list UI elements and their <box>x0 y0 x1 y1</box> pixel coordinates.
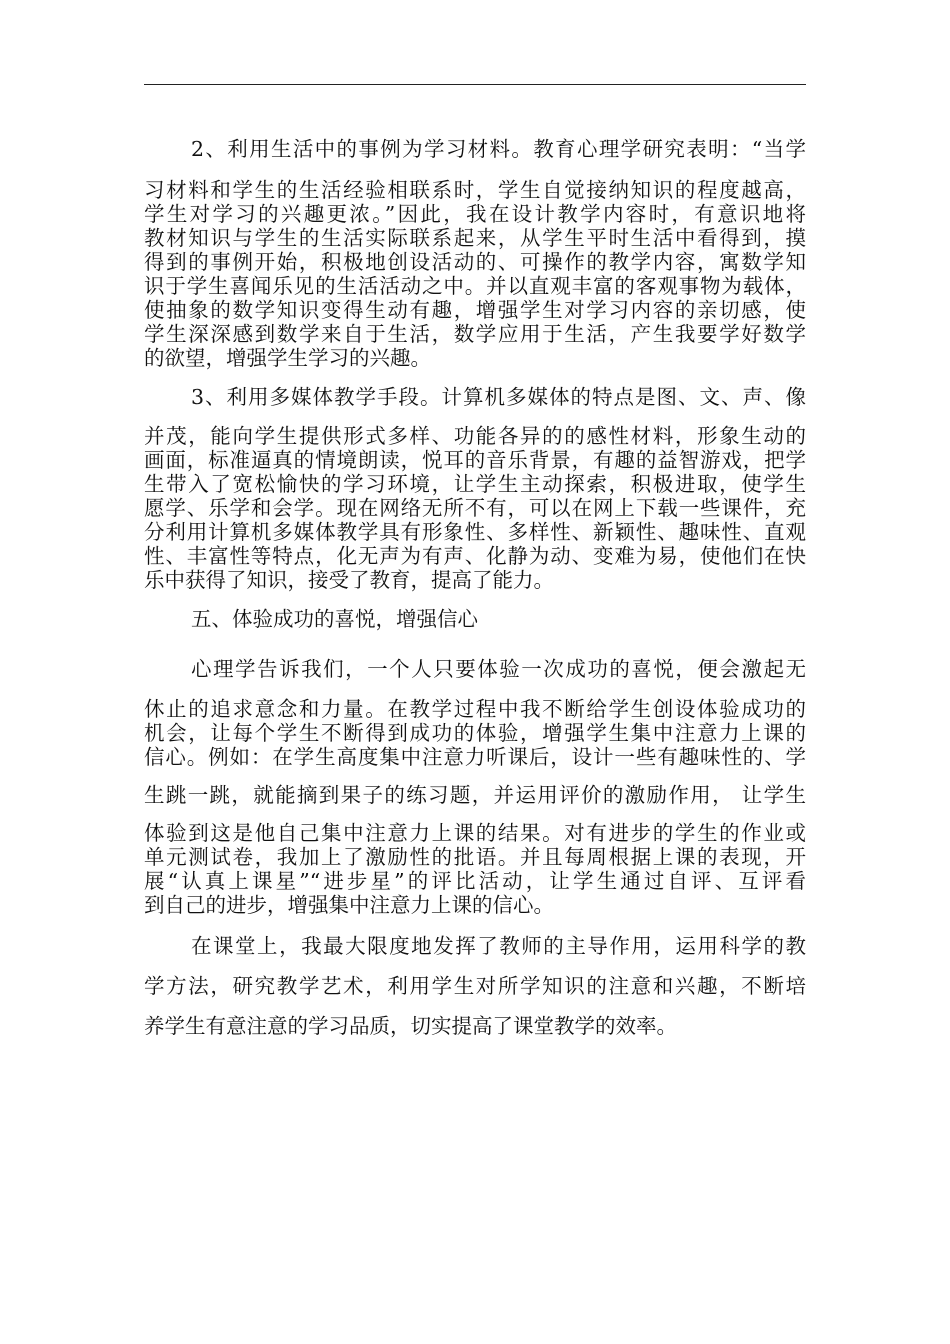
paragraph-line: 养学生有意注意的学习品质，切实提高了课堂教学的效率。 <box>144 1014 677 1038</box>
paragraph-line: 心理学告诉我们，一个人只要体验一次成功的喜悦，便会激起无 <box>191 657 806 681</box>
paragraph-line: 性、丰富性等特点，化无声为有声、化静为动、变难为易，使他们在快 <box>144 544 806 568</box>
section-heading: 五、体验成功的喜悦，增强信心 <box>191 607 478 631</box>
paragraph-line: 3、利用多媒体教学手段。计算机多媒体的特点是图、文、声、像 <box>191 385 806 409</box>
paragraph-line: 画面，标准逼真的情境朗读，悦耳的音乐背景，有趣的益智游戏，把学 <box>144 448 806 472</box>
paragraph-line: 识于学生喜闻乐见的生活活动之中。并以直观丰富的客观事物为载体， <box>144 274 806 298</box>
paragraph-line: 机会，让每个学生不断得到成功的体验，增强学生集中注意力上课的 <box>144 721 806 745</box>
paragraph-line: 的欲望，增强学生学习的兴趣。 <box>144 346 431 370</box>
paragraph-line: 在课堂上，我最大限度地发挥了教师的主导作用，运用科学的教 <box>191 934 806 958</box>
paragraph-line: 学生对学习的兴趣更浓。”因此，我在设计教学内容时，有意识地将 <box>144 202 806 226</box>
paragraph-line: 习材料和学生的生活经验相联系时，学生自觉接纳知识的程度越高， <box>144 178 806 202</box>
paragraph-line: 得到的事例开始，积极地创设活动的、可操作的教学内容，寓数学知 <box>144 250 806 274</box>
paragraph-line: 愿学、乐学和会学。现在网络无所不有，可以在网上下载一些课件，充 <box>144 496 806 520</box>
paragraph-line: 展“认真上课星”“进步星”的评比活动，让学生通过自评、互评看 <box>144 869 806 893</box>
paragraph-line: 学生深深感到数学来自于生活，数学应用于生活，产生我要学好数学 <box>144 322 806 346</box>
paragraph-line: 使抽象的数学知识变得生动有趣，增强学生对学习内容的亲切感，使 <box>144 298 806 322</box>
paragraph-line: 生跳一跳，就能摘到果子的练习题，并运用评价的激励作用， 让学生 <box>144 783 806 807</box>
paragraph-line: 2、利用生活中的事例为学习材料。教育心理学研究表明：“当学 <box>191 137 806 161</box>
paragraph-line: 乐中获得了知识，接受了教育，提高了能力。 <box>144 568 554 592</box>
paragraph-line: 体验到这是他自己集中注意力上课的结果。对有进步的学生的作业或 <box>144 821 806 845</box>
paragraph-line: 休止的追求意念和力量。在教学过程中我不断给学生创设体验成功的 <box>144 697 806 721</box>
paragraph-line: 学方法，研究教学艺术，利用学生对所学知识的注意和兴趣，不断培 <box>144 974 806 998</box>
paragraph-line: 单元测试卷，我加上了激励性的批语。并且每周根据上课的表现，开 <box>144 845 806 869</box>
paragraph-line: 信心。例如：在学生高度集中注意力听课后，设计一些有趣味性的、学 <box>144 745 806 769</box>
paragraph-line: 并茂，能向学生提供形式多样、功能各异的的感性材料，形象生动的 <box>144 424 806 448</box>
paragraph-line: 分利用计算机多媒体教学具有形象性、多样性、新颖性、趣味性、直观 <box>144 520 806 544</box>
header-divider <box>144 84 806 85</box>
paragraph-line: 教材知识与学生的生活实际联系起来，从学生平时生活中看得到，摸 <box>144 226 806 250</box>
paragraph-line: 生带入了宽松愉快的学习环境，让学生主动探索，积极进取，使学生 <box>144 472 806 496</box>
paragraph-line: 到自己的进步，增强集中注意力上课的信心。 <box>144 893 554 917</box>
